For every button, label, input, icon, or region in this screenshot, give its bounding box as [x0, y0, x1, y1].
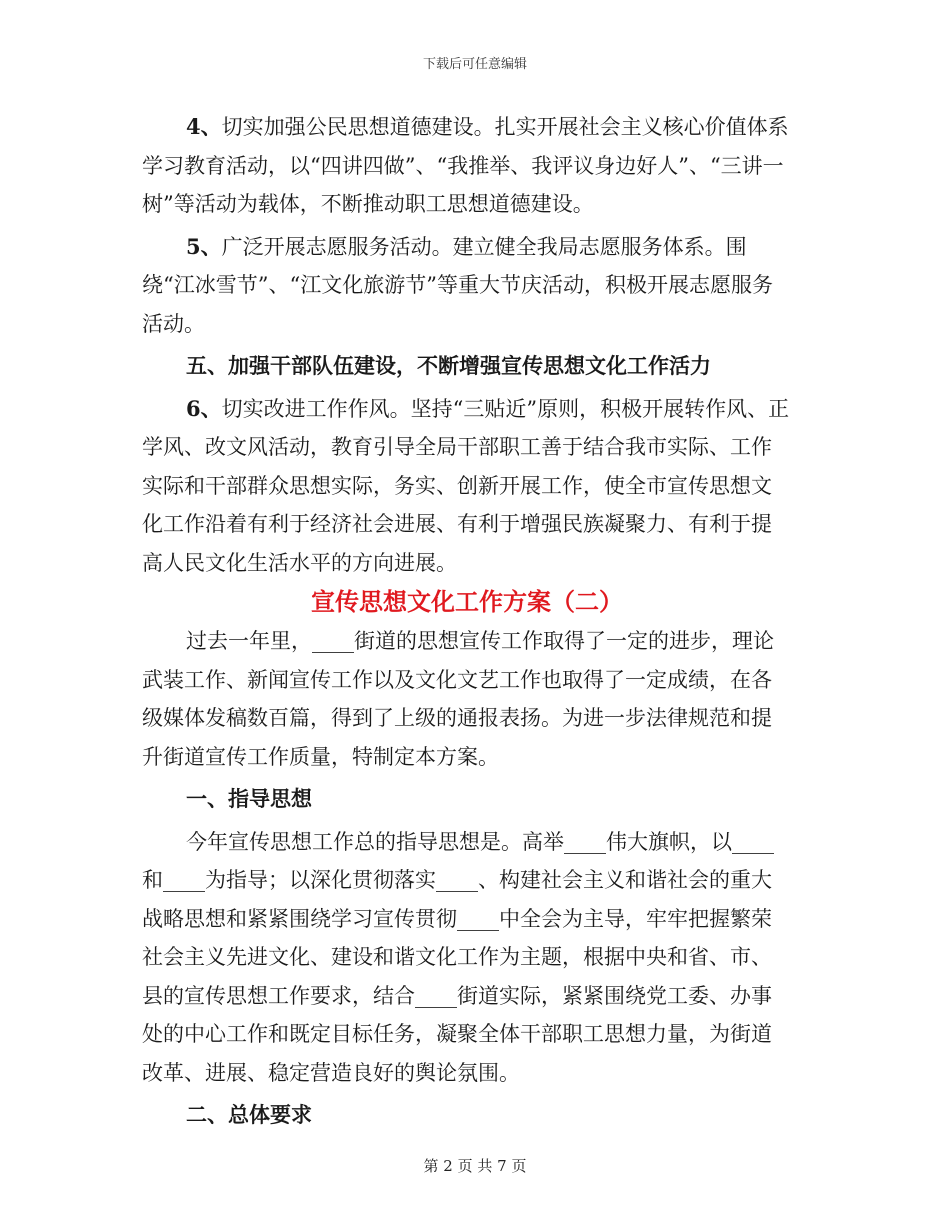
section-heading-overall-requirements: 二、总体要求 [186, 1102, 312, 1127]
page-header-note: 下载后可任意编辑 [422, 57, 527, 72]
item-6-text: 切实改进工作作风。坚持“三贴近”原则，积极开展转作风、正学风、改文风活动，教育引导全局干部职工善于结合我市实际、工作实际和干部群众思想实际，务实、创新开展工作，使全市宣传思想文化工作沿着有利于经济社会进展、有利于增强民族凝聚力、有利于提高人民文化生活水平的方向进展。 [142, 396, 790, 575]
page-number: 第 2 页 共 7 页 [423, 1157, 527, 1175]
item-4-text: 切实加强公民思想道德建设。扎实开展社会主义核心价值体系学习教育活动，以“四讲四做”、“我推举、我评议身边好人”、“三讲一树”等活动为载体，不断推动职工思想道德建设。 [142, 115, 789, 216]
document-title: 宣传思想文化工作方案（二） [311, 587, 623, 616]
item-5-number: 5、 [186, 233, 222, 259]
paragraph-item-5 [142, 228, 792, 344]
document-body [142, 108, 792, 1135]
paragraph-guiding-thought: 今年宣传思想工作总的指导思想是。高举____伟大旗帜，以____和____为指导；以深化贯彻落实____、构建社会主义和谐社会的重大战略思想和紧紧围绕学习宣传贯彻____中全会为主导，牢牢把握繁荣社会主义先进文化、建设和谐文化工作为主题，根据中央和省、市、县的宣传思想工作要求，结合____街道实际，紧紧围绕党工委、办事处的中心工作和既定目标任务，凝聚全体干部职工思想力量，为街道改革、进展、稳定营造良好的舆论氛围。 [142, 829, 774, 1085]
paragraph-item-6 [142, 390, 792, 583]
item-5-text: 广泛开展志愿服务活动。建立健全我局志愿服务体系。围绕“江冰雪节”、“江文化旅游节”等重大节庆活动，积极开展志愿服务活动。 [142, 234, 773, 336]
paragraph-intro: 过去一年里，____街道的思想宣传工作取得了一定的进步，理论武装工作、新闻宣传工作以及文化文艺工作也取得了一定成绩，在各级媒体发稿数百篇，得到了上级的通报表扬。为进一步法律规范和提升街道宣传工作质量，特制定本方案。 [142, 629, 774, 769]
paragraph-item-4 [142, 108, 792, 224]
section-heading-5: 五、加强干部队伍建设，不断增强宣传思想文化工作活力 [186, 353, 711, 378]
item-6-number: 6、 [186, 395, 222, 421]
section-heading-guiding-thought: 一、指导思想 [186, 786, 312, 811]
item-4-number: 4、 [186, 114, 222, 139]
